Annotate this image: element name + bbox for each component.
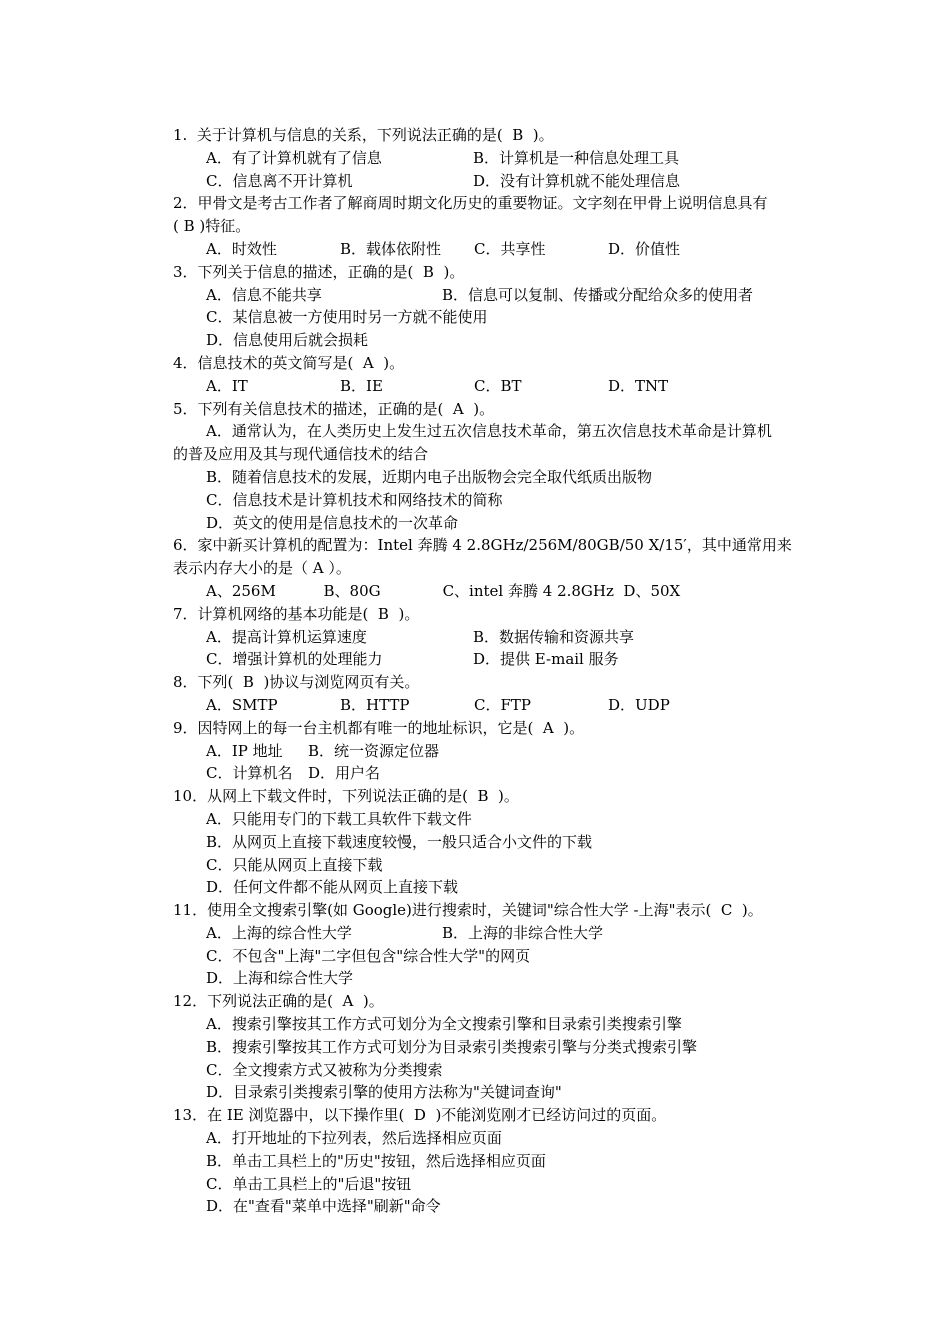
option-b: B．载体依附性 (340, 239, 442, 258)
option-c: C．BT (474, 376, 522, 395)
option-b: B．HTTP (340, 695, 410, 714)
question-10-stem: 10．从网上下载文件时，下列说法正确的是( B )。 (173, 787, 519, 806)
option-c: C．单击工具栏上的"后退"按钮 (206, 1174, 412, 1193)
question-4-options (173, 375, 843, 398)
option-b: B．数据传输和资源共享 (473, 627, 635, 646)
option-d: D．TNT (608, 376, 669, 395)
option-a-cont: 的普及应用及其与现代通信技术的结合 (173, 445, 429, 464)
option-a: A．信息不能共享 (206, 285, 322, 304)
option-c: C．只能从网页上直接下载 (206, 855, 383, 874)
question-8-stem: 8．下列( B )协议与浏览网页有关。 (173, 673, 420, 692)
option-c: C．增强计算机的处理能力 (206, 650, 383, 669)
question-2-stem: 2．甲骨文是考古工作者了解商周时期文化历史的重要物证。文字刻在甲骨上说明信息具有 (173, 194, 768, 213)
question-12-stem: 12．下列说法正确的是( A )。 (173, 992, 384, 1011)
option-a: A．时效性 (206, 239, 277, 258)
question-7-options-row-1 (173, 626, 843, 649)
option-c: C．某信息被一方使用时另一方就不能使用 (206, 308, 488, 327)
question-1-stem: 1. 关于计算机与信息的关系，下列说法正确的是( B )。 (173, 126, 554, 144)
question-4-stem: 4．信息技术的英文简写是( A )。 (173, 353, 405, 372)
option-d: D．提供 E-mail 服务 (473, 650, 619, 669)
option-a: A．只能用专门的下载工具软件下载文件 (206, 809, 472, 828)
question-1-options-row-2 (173, 170, 843, 193)
option-d: D．任何文件都不能从网页上直接下载 (206, 878, 459, 897)
option-a: A．IP 地址 (206, 741, 283, 760)
question-8-options (173, 694, 843, 717)
question-3-stem: 3．下列关于信息的描述，正确的是( B )。 (173, 262, 465, 281)
question-7-stem: 7．计算机网络的基本功能是( B )。 (173, 604, 420, 623)
question-3-options-row-1 (173, 284, 843, 307)
question-13-stem: 13．在 IE 浏览器中，以下操作里( D )不能浏览刚才已经访问过的页面。 (173, 1106, 667, 1125)
question-11-stem: 11．使用全文搜索引擎(如 Google)进行搜索时，关键词"综合性大学 -上海"表示( C )。 (173, 901, 763, 920)
option-c: C．信息技术是计算机技术和网络技术的简称 (206, 490, 503, 509)
option-d: D．上海和综合性大学 (206, 969, 354, 988)
option-d: D．UDP (608, 695, 670, 714)
option-a: A．提高计算机运算速度 (206, 627, 367, 646)
option-d: D．目录索引类搜索引擎的使用方法称为"关键词查询" (206, 1083, 562, 1102)
question-9-options-row-2 (173, 762, 843, 785)
question-document (173, 124, 843, 1218)
option-b: B．IE (340, 376, 383, 395)
option-b: B．信息可以复制、传播或分配给众多的使用者 (442, 285, 754, 304)
option-c: C．信息离不开计算机 (206, 171, 353, 190)
option-d: D．信息使用后就会损耗 (206, 331, 369, 350)
question-6-options: A、256M B、80G C、intel 奔腾 4 2.8GHz D、50X (206, 581, 681, 600)
option-c: C．FTP (474, 695, 531, 714)
question-6-stem-cont: 表示内存大小的是（ A ）。 (173, 559, 351, 578)
question-5-stem: 5．下列有关信息技术的描述，正确的是( A )。 (173, 399, 495, 418)
option-d: D．在"查看"菜单中选择"刷新"命令 (206, 1197, 441, 1216)
question-9-stem: 9．因特网上的每一台主机都有唯一的地址标识，它是( A )。 (173, 718, 585, 737)
option-b: B．单击工具栏上的"历史"按钮，然后选择相应页面 (206, 1151, 546, 1170)
question-11-options-row-1 (173, 922, 843, 945)
option-d: D．没有计算机就不能处理信息 (473, 171, 681, 190)
question-6-stem: 6．家中新买计算机的配置为：Intel 奔腾 4 2.8GHz/256M/80GB/50 X/15′，其中通常用来 (173, 536, 792, 555)
option-d: D．英文的使用是信息技术的一次革命 (206, 513, 459, 532)
question-7-options-row-2 (173, 648, 843, 671)
option-a: A．通常认为，在人类历史上发生过五次信息技术革命，第五次信息技术革命是计算机 (206, 422, 772, 441)
option-b: B．统一资源定位器 (308, 741, 440, 760)
option-a: A．SMTP (206, 695, 278, 714)
option-a: A．搜索引擎按其工作方式可划分为全文搜索引擎和目录索引类搜索引擎 (206, 1015, 682, 1034)
option-b: B．随着信息技术的发展，近期内电子出版物会完全取代纸质出版物 (206, 467, 653, 486)
option-d: D．用户名 (308, 764, 381, 783)
option-c: C．计算机名 (206, 764, 293, 783)
question-2-stem-cont: ( B )特征。 (173, 217, 251, 236)
option-b: B．计算机是一种信息处理工具 (473, 148, 680, 167)
option-c: C．全文搜索方式又被称为分类搜索 (206, 1060, 443, 1079)
option-a: A．有了计算机就有了信息 (206, 148, 382, 167)
question-9-options-row-1 (173, 740, 843, 763)
option-b: B．从网页上直接下载速度较慢，一般只适合小文件的下载 (206, 832, 593, 851)
option-c: C．不包含"上海"二字但包含"综合性大学"的网页 (206, 946, 531, 965)
option-d: D．价值性 (608, 239, 681, 258)
question-1-options-row-1 (173, 147, 843, 170)
option-c: C．共享性 (474, 239, 546, 258)
question-2-options (173, 238, 843, 261)
option-a: A．上海的综合性大学 (206, 923, 352, 942)
option-a: A．打开地址的下拉列表，然后选择相应页面 (206, 1129, 502, 1148)
option-b: B．上海的非综合性大学 (442, 923, 604, 942)
option-b: B．搜索引擎按其工作方式可划分为目录索引类搜索引擎与分类式搜索引擎 (206, 1037, 698, 1056)
option-a: A．IT (206, 376, 248, 395)
